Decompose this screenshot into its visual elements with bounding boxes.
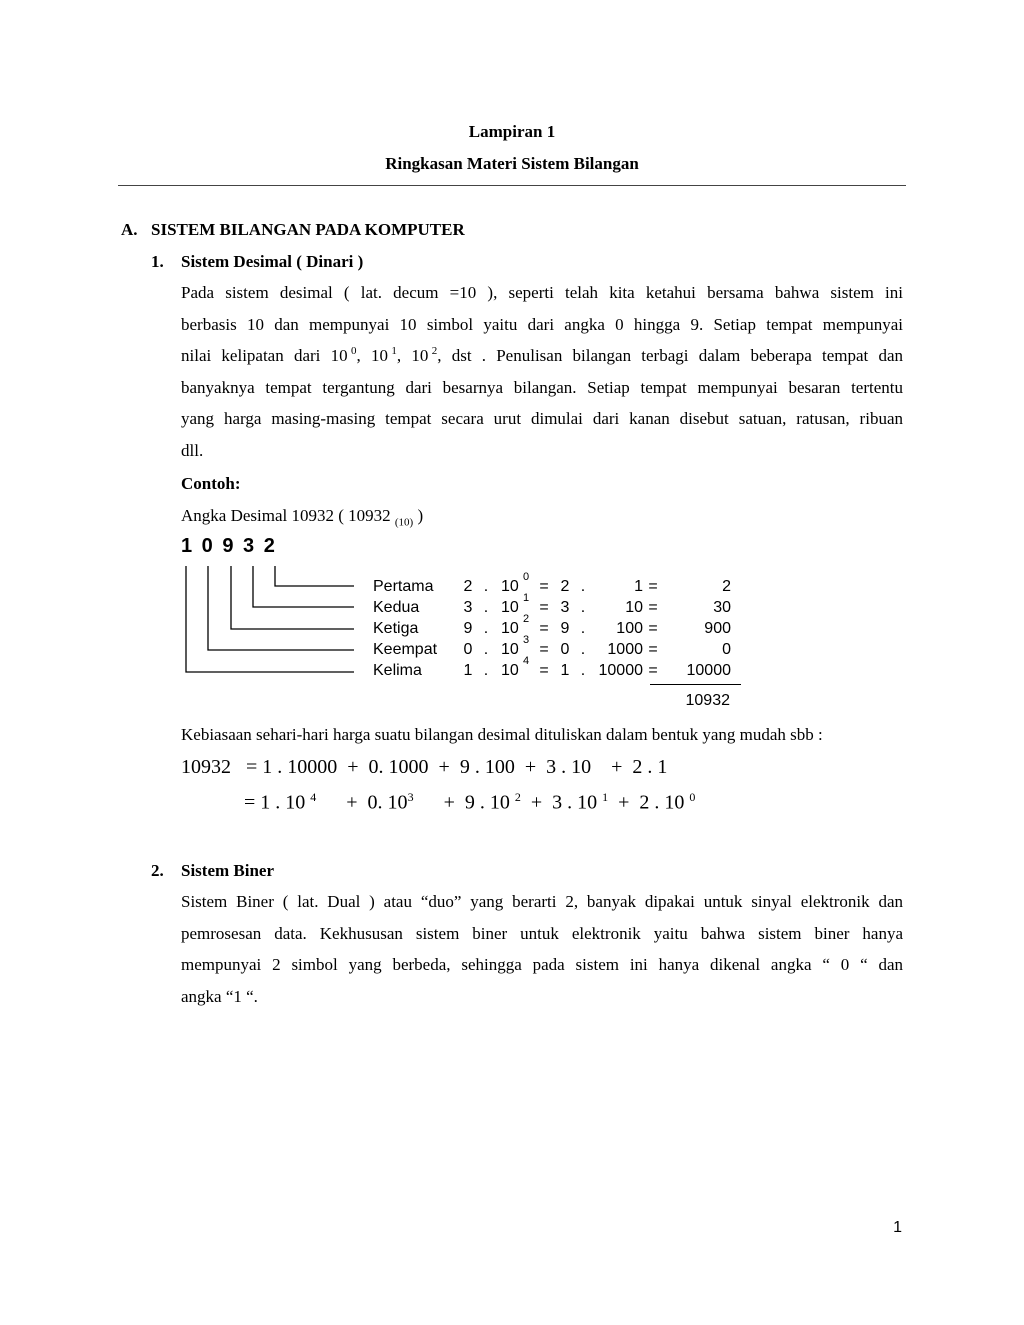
table-cell-eq2: = [648,620,658,637]
table-cell-exp: 4 [523,655,530,667]
nilai-part: nilai kelipatan dari 10 [181,346,348,366]
equation-expanded: 10932 = 1 . 10000 + 0. 1000 + 9 . 100 + 3 . 10 + 2 . 1 [181,756,668,778]
exponent: 0 [351,344,357,357]
table-cell-d2: 1 [560,662,570,679]
table-cell-d: 2 [463,578,473,595]
exponent: 2 [431,344,438,357]
table-cell-d2: 3 [560,599,570,616]
table-cell-mult: 100 [616,620,643,637]
table-cell-name: Kelima [373,662,422,679]
table-cell-res: 2 [722,578,731,595]
table-row [373,655,753,683]
digits-heading: 1 0 9 3 2 [181,535,277,557]
page-title: Lampiran 1 [468,122,556,141]
table-row [373,592,753,620]
sub1-paragraph [181,277,903,467]
page-number: 1 [893,1219,902,1236]
table-cell-dot2: . [580,578,586,595]
eq-term: + 3 . 10 [530,791,598,814]
eq-term: + 9 . 10 [443,791,510,814]
paragraph-line: dll. [181,440,204,460]
paragraph-line: Pada sistem desimal ( lat. decum =10 ), seperti telah kita ketahui bersama bahwa sistem ini [181,283,903,302]
table-cell-exp: 2 [523,613,530,625]
table-cell-res: 30 [713,599,731,616]
table-cell-name: Pertama [373,578,434,595]
paragraph-line-nilai [181,340,903,372]
table-cell-eq1: = [539,662,549,679]
kebiasaan-text: Kebiasaan sehari-hari harga suatu bilangan desimal dituliskan dalam bentuk yang mudah sbb : [181,725,823,744]
table-cell-eq2: = [648,641,658,658]
exponent: 1 [602,790,609,804]
table-row [373,613,753,641]
paragraph-line: banyaknya tempat tergantung dari besarnya bilangan. Setiap tempat mempunyai besaran tertentu [181,377,903,397]
table-cell-exp: 1 [523,592,530,604]
section-a-title: SISTEM BILANGAN PADA KOMPUTER [151,220,465,239]
table-cell-name: Ketiga [373,620,419,637]
table-cell-mult: 1000 [607,641,643,658]
exponent: 0 [689,790,696,804]
table-cell-dot2: . [580,641,586,658]
exponent: 3 [407,790,414,804]
exponent: 2 [514,790,521,804]
table-cell-res: 0 [722,641,731,658]
table-cell-mult: 10000 [598,662,643,679]
angka-desimal-line [181,506,423,528]
table-cell-eq2: = [648,599,658,616]
table-cell-mult: 1 [634,578,643,595]
table-cell-d: 0 [463,641,473,658]
table-cell-name: Keempat [373,641,438,658]
table-row [373,634,753,662]
table-cell-mult: 10 [625,599,643,616]
table-cell-res: 10000 [686,662,731,679]
paragraph-line: pemrosesan data. Kekhususan sistem biner untuk elektronik yaitu bahwa sistem biner hanya [181,923,903,943]
table-cell-eq1: = [539,620,549,637]
angka-desimal-text: Angka Desimal 10932 ( 10932 [181,506,391,525]
page-subtitle: Ringkasan Materi Sistem Bilangan [385,154,639,173]
table-cell-eq2: = [648,662,658,679]
table-cell-d2: 2 [560,578,570,595]
table-cell-dot1: . [483,662,489,679]
table-cell-base: 10 [501,662,519,679]
table-cell-d2: 9 [560,620,570,637]
eq-term: + 0. 10 [346,791,408,814]
contoh-label: Contoh: [181,474,241,493]
sub1-title: Sistem Desimal ( Dinari ) [181,252,364,271]
place-value-table [373,571,773,688]
sub2-title: Sistem Biner [181,861,275,880]
table-cell-dot1: . [483,641,489,658]
table-cell-res: 900 [704,620,731,637]
table-cell-base: 10 [501,620,519,637]
paragraph-line: angka “1 “. [181,986,258,1006]
sub1-label: 1. [151,252,164,271]
table-cell-dot2: . [580,620,586,637]
sum-line [650,684,741,685]
exponent: 1 [391,344,397,357]
header-divider [118,185,906,186]
nilai-part: , 10 [356,346,388,366]
sub2-paragraph [181,886,903,1012]
table-cell-eq1: = [539,599,549,616]
table-cell-dot2: . [580,599,586,616]
table-cell-d: 3 [463,599,473,616]
paragraph-line: mempunyai 2 simbol yang berbeda, sehingga pada sistem ini hanya dikenal angka “ 0 “ dan [181,955,903,975]
table-cell-d: 1 [463,662,473,679]
eq-term: + 2 . 10 [618,791,685,814]
table-cell-d2: 0 [560,641,570,658]
base-subscript: (10) [394,516,414,529]
table-cell-dot1: . [483,620,489,637]
exponent: 4 [310,790,317,804]
eq-term: = 1 . 10 [244,791,306,814]
sum-total: 10932 [685,692,730,709]
table-cell-dot1: . [483,599,489,616]
table-cell-d: 9 [463,620,473,637]
table-cell-dot2: . [580,662,586,679]
table-cell-base: 10 [501,578,519,595]
angka-close: ) [413,506,424,525]
sub2-label: 2. [151,861,164,880]
equation-powers [244,790,695,815]
table-row [373,571,753,599]
table-cell-base: 10 [501,599,519,616]
table-cell-eq1: = [539,641,549,658]
place-value-connector-lines [180,562,360,682]
paragraph-line: Sistem Biner ( lat. Dual ) atau “duo” yang berarti 2, banyak dipakai untuk sinyal elektronik dan [181,892,903,911]
table-cell-exp: 3 [523,634,530,646]
table-cell-exp: 0 [523,571,530,583]
nilai-part: , 10 [396,346,429,366]
table-cell-eq1: = [539,578,549,595]
paragraph-line: berbasis 10 dan mempunyai 10 simbol yaitu dari angka 0 hingga 9. Setiap tempat mempunyai [181,314,903,334]
table-cell-name: Kedua [373,599,420,616]
nilai-part: , dst . Penulisan bilangan terbagi dalam beberapa tempat dan [437,346,904,366]
section-a-label: A. [121,220,138,239]
paragraph-line: yang harga masing-masing tempat secara urut dimulai dari kanan disebut satuan, ratusan, ribuan [181,409,903,429]
table-cell-dot1: . [483,578,489,595]
table-cell-base: 10 [501,641,519,658]
table-cell-eq2: = [648,578,658,595]
